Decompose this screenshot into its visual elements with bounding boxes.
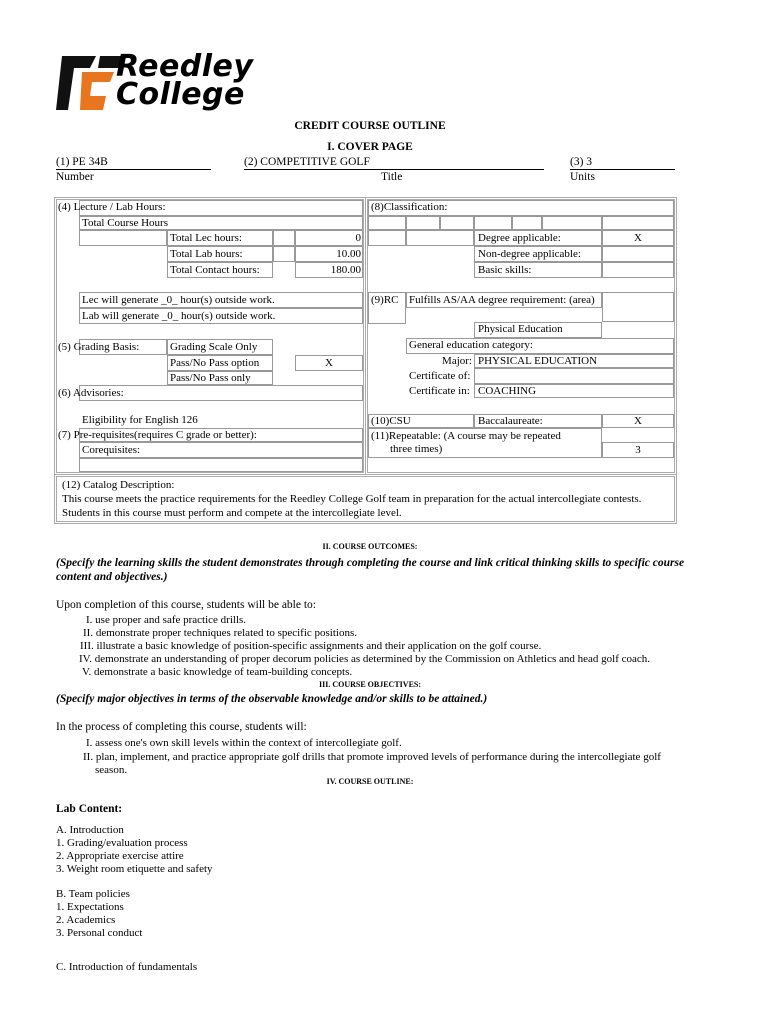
objectives-heading: III. COURSE OBJECTIVES: (318, 680, 422, 689)
grading-option-pass-no-pass: Pass/No Pass option (170, 357, 260, 369)
rc-number: (9)RC (371, 294, 399, 306)
total-contact-hours-value: 180.00 (330, 264, 361, 276)
outline-item: 1. Grading/evaluation process (56, 837, 188, 849)
objective-item: II. plan, implement, and practice appropriate golf drills that promote improved levels of performance during the intercollegiate golf (83, 751, 661, 763)
outcome-item: III. illustrate a basic knowledge of position-specific assignments and their application on the golf course. (80, 640, 542, 652)
lab-outside-work: Lab will generate _0_ hour(s) outside work. (82, 310, 276, 322)
outline-item: 2. Appropriate exercise attire (56, 850, 184, 862)
outline-section-c: C. Introduction of fundamentals (56, 961, 198, 973)
total-lec-hours-label: Total Lec hours: (170, 232, 242, 244)
outcome-item: II. demonstrate proper techniques related to specific positions. (83, 627, 357, 639)
document-title: CREDIT COURSE OUTLINE (294, 120, 446, 132)
outcomes-instruction-line1: (Specify the learning skills the student demonstrates through completing the course and link critical thinking skills to specific course (56, 557, 685, 569)
repeatable-value: 3 (635, 444, 641, 456)
grading-basis-label: (5) Grading Basis: (58, 341, 140, 353)
total-lab-hours-value: 10.00 (336, 248, 361, 260)
outline-section-b: B. Team policies (56, 888, 130, 900)
repeatable-line2: three times) (390, 443, 443, 455)
section-title: I. COVER PAGE (327, 141, 413, 153)
csu-number: (10)CSU (371, 415, 411, 427)
total-contact-hours-label: Total Contact hours: (170, 264, 260, 276)
rc-requirement-text: Fulfills AS/AA degree requirement: (area) (409, 294, 595, 306)
outcome-item: IV. demonstrate an understanding of proper decorum policies as determined by the Commission on Athletics and head golf coach. (79, 653, 651, 665)
outcomes-intro: Upon completion of this course, students will be able to: (56, 599, 316, 611)
course-number: (1) PE 34B (56, 156, 108, 168)
prerequisites-label: (7) Pre-requisites(requires C grade or better): (58, 429, 257, 441)
grading-option-pass-only: Pass/No Pass only (170, 372, 251, 384)
outline-heading: IV. COURSE OUTLINE: (326, 777, 414, 786)
grading-option-mark: X (325, 357, 333, 369)
classification-heading: (8)Classification: (371, 201, 448, 213)
outline-section-a: A. Introduction (56, 824, 124, 836)
course-number-label: Number (56, 171, 94, 183)
outline-item: 1. Expectations (56, 901, 124, 913)
course-units-label: Units (570, 171, 595, 183)
lab-content-heading: Lab Content: (56, 803, 123, 815)
lec-outside-work: Lec will generate _0_ hour(s) outside work. (82, 294, 275, 306)
degree-applicable-mark: X (634, 232, 642, 244)
total-lab-hours-label: Total Lab hours: (170, 248, 243, 260)
hours-heading: (4) Lecture / Lab Hours: (58, 201, 166, 213)
gen-ed-category-label: General education category: (409, 339, 533, 351)
major-value: PHYSICAL EDUCATION (478, 355, 598, 367)
outline-item: 3. Weight room etiquette and safety (56, 863, 213, 875)
catalog-line2: Students in this course must perform and compete at the intercollegiate level. (62, 507, 402, 519)
course-title: (2) COMPETITIVE GOLF (244, 156, 370, 168)
objective-item: I. assess one's own skill levels within the context of intercollegiate golf. (86, 737, 402, 749)
outcome-item: I. use proper and safe practice drills. (86, 614, 247, 626)
eligibility-text: Eligibility for English 126 (82, 414, 198, 426)
basic-skills-label: Basic skills: (478, 264, 532, 276)
outcome-item: V. demonstrate a basic knowledge of team-building concepts. (82, 666, 353, 678)
outcomes-instruction-line2: content and objectives.) (56, 571, 168, 583)
total-lec-hours-value: 0 (355, 232, 361, 244)
catalog-line1: This course meets the practice requirements for the Reedley College Golf team in preparation for the actual intercollegiate contests. (62, 493, 642, 505)
catalog-heading: (12) Catalog Description: (62, 479, 175, 491)
logo-line1: Reedley (116, 49, 254, 84)
advisories-label: (6) Advisories: (58, 387, 124, 399)
degree-applicable-label: Degree applicable: (478, 232, 561, 244)
logo-line2: College (116, 77, 245, 112)
outline-item: 2. Academics (56, 914, 116, 926)
outline-item: 3. Personal conduct (56, 927, 143, 939)
college-logo (56, 49, 281, 117)
major-label: Major: (442, 355, 472, 367)
certificate-in-value: COACHING (478, 385, 537, 397)
corequisites-label: Corequisites: (82, 444, 141, 456)
baccalaureate-mark: X (634, 415, 642, 427)
outcomes-heading: II. COURSE OUTCOMES: (322, 542, 418, 551)
course-title-label: Title (381, 171, 403, 183)
physical-education-area: Physical Education (478, 323, 563, 335)
objectives-intro: In the process of completing this course, students will: (56, 721, 307, 733)
certificate-of-label: Certificate of: (409, 370, 471, 382)
objective-item-continued: season. (95, 764, 128, 776)
objectives-instruction: (Specify major objectives in terms of the observable knowledge and/or skills to be attained.) (56, 693, 488, 705)
grading-option-scale: Grading Scale Only (170, 341, 258, 353)
repeatable-line1: (11)Repeatable: (A course may be repeated (371, 430, 561, 442)
baccalaureate-label: Baccalaureate: (478, 415, 543, 427)
course-units: (3) 3 (570, 156, 593, 168)
certificate-in-label: Certificate in: (409, 385, 470, 397)
total-course-hours-label: Total Course Hours (82, 217, 168, 229)
non-degree-label: Non-degree applicable: (478, 248, 581, 260)
